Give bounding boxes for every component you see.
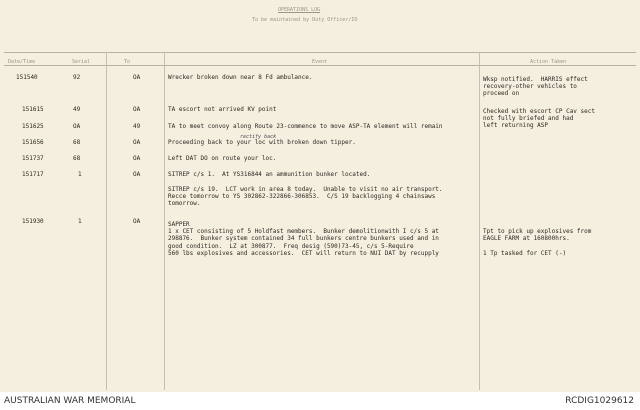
col-header-action: Action Taken — [530, 59, 567, 65]
row-serial: 49 — [73, 106, 81, 113]
footer-bar — [0, 392, 640, 410]
row-serial: 92 — [73, 74, 81, 81]
row-to: OA — [133, 155, 141, 162]
row-event: SITREP c/s 1. At YS316844 an ammunition bunker located. — [168, 171, 371, 178]
row-to: 49 — [133, 123, 141, 130]
row-serial: 1 — [78, 171, 82, 178]
row-serial: 68 — [73, 155, 81, 162]
footer-source: AUSTRALIAN WAR MEMORIAL — [4, 396, 136, 406]
row-time: 151615 — [22, 106, 44, 113]
header-rule-bottom — [4, 65, 636, 66]
row-to: OA — [133, 74, 141, 81]
row-event: Wrecker broken down near 8 Fd ambulance. — [168, 74, 313, 81]
row-event: TA to meet convoy along Route 23-commence to move ASP-TA element will remain — [168, 123, 443, 130]
row-event: Left DAT DO on route your loc. — [168, 155, 277, 162]
row-action: Wksp notified. HARRIS effect recovery-other vehicles to proceed on — [483, 76, 588, 98]
col-header-event: Event — [312, 59, 328, 65]
row-to: OA — [133, 218, 141, 225]
row-time: 151656 — [22, 139, 44, 146]
header-rule-top — [4, 52, 636, 53]
row-event: Proceeding back to your loc with broken down tipper. — [168, 139, 356, 146]
col-header-to: To — [124, 59, 131, 65]
row-time: 151625 — [22, 123, 44, 130]
row-serial: 68 — [73, 139, 81, 146]
footer-record-id: RCDIG1029612 — [565, 396, 634, 406]
row-time: 151540 — [16, 74, 38, 81]
row-serial: OA — [73, 123, 81, 130]
col-divider-3 — [479, 52, 480, 390]
row-time: 151737 — [22, 155, 44, 162]
row-to: OA — [133, 106, 141, 113]
row-to: OA — [133, 171, 141, 178]
row-time: 151717 — [22, 171, 44, 178]
row-to: OA — [133, 139, 141, 146]
row-serial: 1 — [78, 218, 82, 225]
row-action: Tpt to pick up explosives from EAGLE FARM at 160800hrs. 1 Tp tasked for CET (-) — [483, 228, 592, 257]
handwritten-annotation: rectify back — [240, 134, 277, 140]
sheet-title: OPERATIONS LOG — [278, 7, 321, 13]
row-event: TA escort not arrived KV point — [168, 106, 277, 113]
row-event: SAPPER 1 x CET consisting of 5 Holdfast members. Bunker demolitionwith I c/s 5 at 298876. Bunker system contained 34 full bunkers centre bunkers used and in good condition. LZ at 300877. Freq desig (590)73-45, c/s 5-Require 560 lbs explosives and accessories. CET will return to NUI DAT by recupply — [168, 221, 439, 257]
row-action: Checked with escort CP Cav sect not fully briefed and had left returning ASP — [483, 108, 595, 130]
col-divider-2 — [164, 52, 165, 390]
sheet-subtitle: To be maintained by Duty Officer/IO — [252, 17, 358, 23]
col-divider-1 — [106, 52, 107, 390]
row-event: SITREP c/s 19. LCT work in area 8 today. Unable to visit no air transport. Recce tomorrow to YS 302862-322866-306853. C/S 19 backlogging 4 chainsaws tomorrow. — [168, 186, 443, 208]
col-header-time: Date/Time — [8, 59, 36, 65]
col-header-serial: Serial — [72, 59, 91, 65]
row-time: 151930 — [22, 218, 44, 225]
